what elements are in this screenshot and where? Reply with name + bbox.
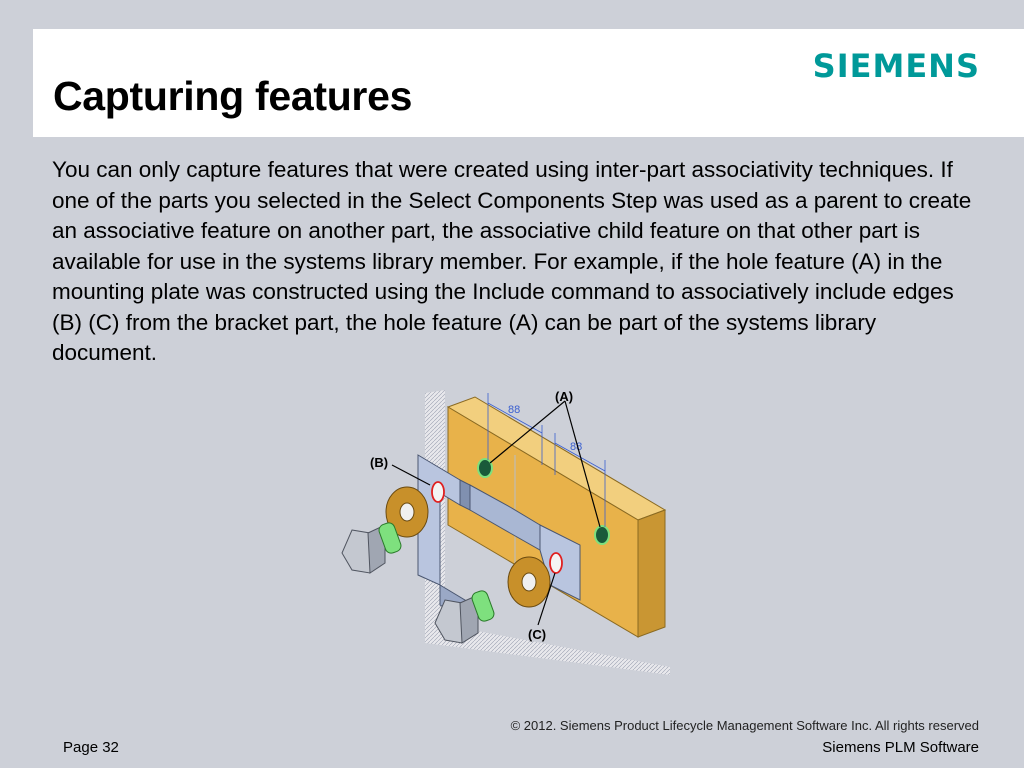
title-bar <box>33 29 1024 137</box>
edge-b <box>432 482 444 502</box>
dimension-label-2: 88 <box>570 441 583 453</box>
bolt-upper <box>342 521 403 573</box>
slide-title: Capturing features <box>53 73 413 119</box>
copyright-notice: © 2012. Siemens Product Lifecycle Management Software Inc. All rights reserved <box>510 718 979 733</box>
callout-c: (C) <box>528 627 547 642</box>
assembly-drawing <box>310 385 680 675</box>
callout-b: (B) <box>370 455 389 470</box>
siemens-logo: SIEMENS <box>812 47 980 85</box>
edge-c <box>550 553 562 573</box>
callout-a: (A) <box>555 389 574 404</box>
dimension-label-1: 88 <box>508 404 521 416</box>
assembly-illustration <box>310 385 680 675</box>
footer-brand: Siemens PLM Software <box>822 739 979 756</box>
page-number: Page 32 <box>63 739 119 756</box>
washer-lower <box>508 557 550 607</box>
body-paragraph: You can only capture features that were created using inter-part associativity techniques. If one of the parts you selected in the Select Components Step was used as a parent to create an associative feature on another part, the associative child feature on that other part is available for use in the systems library member. For example, if the hole feature (A) in the mounting plate was constructed using the Include command to associatively include edges (B) (C) from the bracket part, the hole feature (A) can be part of the systems library document. <box>52 157 972 365</box>
